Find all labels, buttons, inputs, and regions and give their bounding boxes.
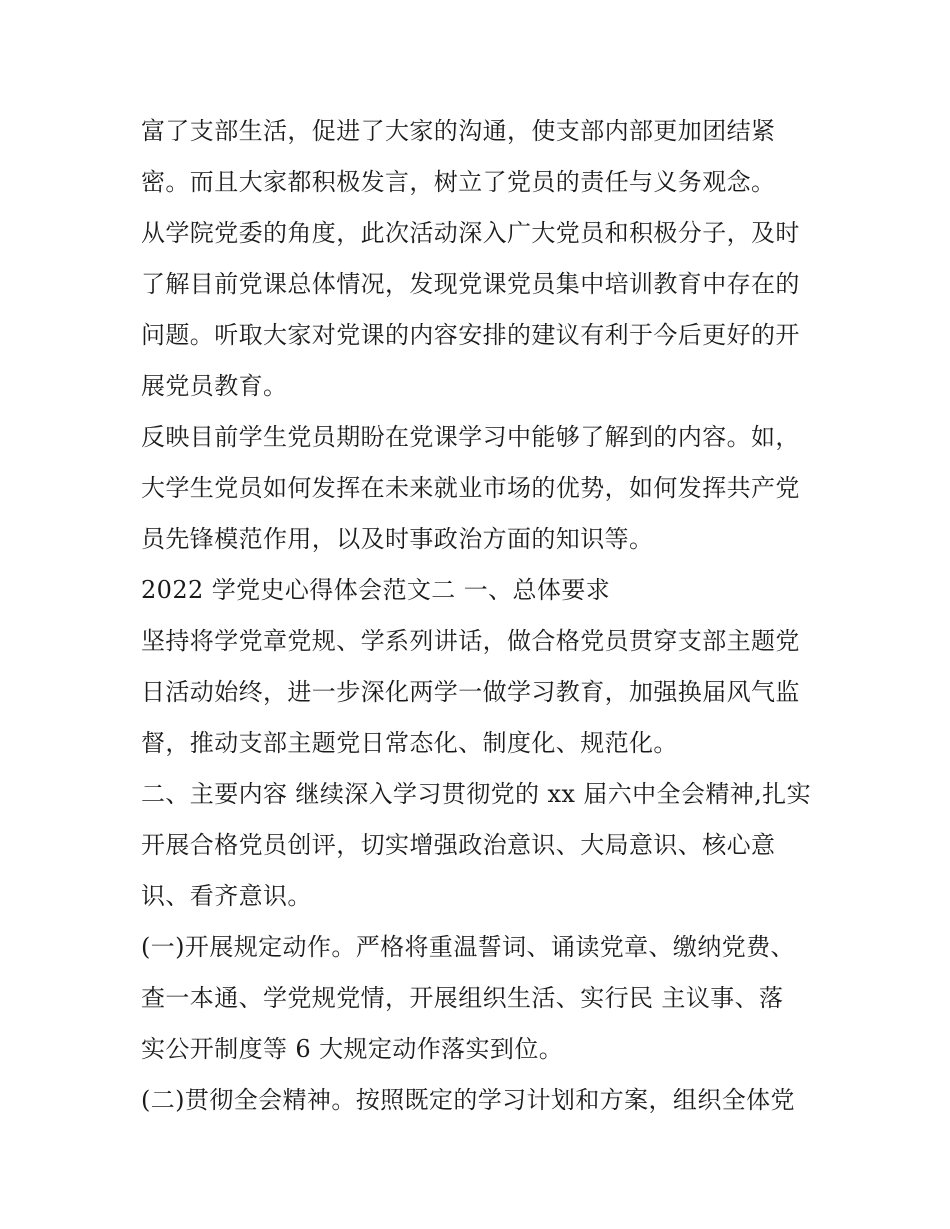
text-line: 二、主要内容 继续深入学习贯彻党的 xx 届六中全会精神,扎实 — [141, 780, 811, 808]
text-line: 开展合格党员创评，切实增强政治意识、大局意识、核心意 — [141, 831, 776, 859]
text-line: 实公开制度等 6 大规定动作落实到位。 — [141, 1035, 564, 1063]
text-line: 识、看齐意识。 — [141, 882, 312, 910]
text-line: 展党员教育。 — [141, 372, 288, 400]
text-line: 大学生党员如何发挥在未来就业市场的优势，如何发挥共产党 — [141, 474, 800, 502]
text-line: 密。而且大家都积极发言，树立了党员的责任与义务观念。 — [141, 168, 776, 196]
text-line: 坚持将学党章党规、学系列讲话，做合格党员贯穿支部主题党 — [141, 627, 800, 655]
text-line: 了解目前党课总体情况，发现党课党员集中培训教育中存在的 — [141, 270, 800, 298]
text-line: 反映目前学生党员期盼在党课学习中能够了解到的内容。如， — [141, 423, 800, 451]
text-line: 富了支部生活，促进了大家的沟通，使支部内部更加团结紧 — [141, 117, 776, 145]
text-line: 问题。听取大家对党课的内容安排的建议有利于今后更好的开 — [141, 321, 800, 349]
text-line: 日活动始终，进一步深化两学一做学习教育，加强换届风气监 — [141, 678, 800, 706]
document-body — [141, 106, 821, 1126]
section-heading: 2022 学党史心得体会范文二 一、总体要求 — [141, 576, 611, 604]
text-line: 督，推动支部主题党日常态化、制度化、规范化。 — [141, 729, 678, 757]
text-line: (二)贯彻全会精神。按照既定的学习计划和方案，组织全体党 — [141, 1086, 795, 1114]
text-line: 查一本通、学党规党情，开展组织生活、实行民 主议事、落 — [141, 984, 784, 1012]
text-line: 员先锋模范作用，以及时事政治方面的知识等。 — [141, 525, 654, 553]
text-line: 从学院党委的角度，此次活动深入广大党员和积极分子，及时 — [141, 219, 800, 247]
text-line: (一)开展规定动作。严格将重温誓词、诵读党章、缴纳党费、 — [141, 933, 795, 961]
